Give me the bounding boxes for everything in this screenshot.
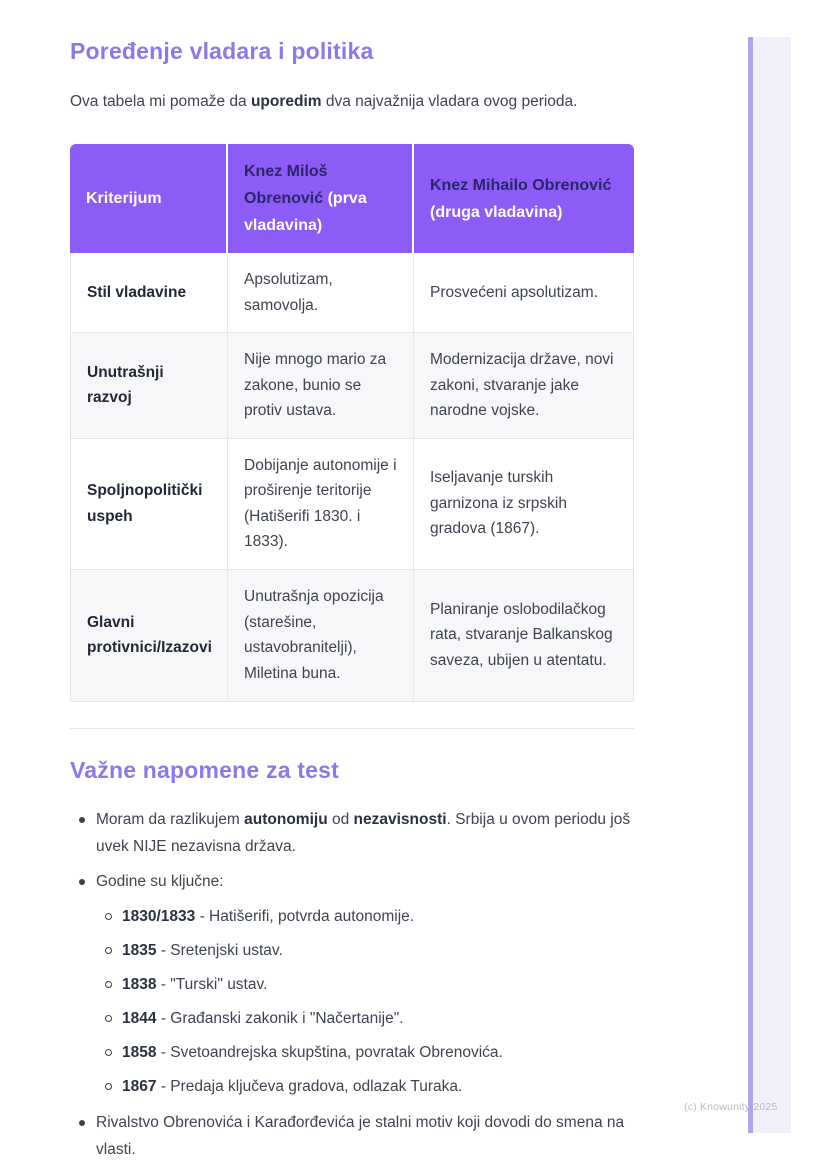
year-bold: 1867 xyxy=(122,1077,157,1095)
bullet-circle-icon xyxy=(105,947,112,954)
right-margin-panel xyxy=(753,37,791,1133)
year-item xyxy=(96,1073,634,1100)
list-item-text: Godine su ključne: xyxy=(96,872,224,890)
bullet-marker xyxy=(96,937,122,964)
table-body xyxy=(70,253,634,702)
header-cell-kriterijum xyxy=(70,144,228,253)
header-mihailo-name: Knez Mihailo Obrenović xyxy=(430,176,612,194)
year-desc: - "Turski" ustav. xyxy=(156,975,268,993)
bullet-circle-icon xyxy=(105,913,112,920)
year-desc: - Sretenjski ustav. xyxy=(156,941,283,959)
bullet-circle-icon xyxy=(105,981,112,988)
comparison-table xyxy=(70,144,634,702)
bullet-marker xyxy=(96,903,122,930)
b1-bold-nezavisnosti: nezavisnosti xyxy=(353,810,447,828)
year-item xyxy=(96,1005,634,1032)
bullet-marker xyxy=(96,1005,122,1032)
mihailo-text: Prosvećeni apsolutizam. xyxy=(430,283,598,301)
mihailo-text: Iseljavanje turskih garnizona iz srpskih gradova (1867). xyxy=(430,469,567,538)
criterion-text: Stil vladavine xyxy=(87,283,187,301)
list-item xyxy=(70,868,634,895)
table-header-row xyxy=(70,144,634,253)
bullet-marker xyxy=(96,1073,122,1100)
year-bold: 1838 xyxy=(122,975,157,993)
copyright-note: (c) Knowunity 2025 xyxy=(684,1101,778,1113)
mihailo-text: Modernizacija države, novi zakoni, stvaranje jake narodne vojske. xyxy=(430,351,614,419)
year-item-text xyxy=(122,1039,634,1066)
document-content xyxy=(70,38,634,1171)
criterion-text: Spoljnopolitički uspeh xyxy=(87,482,203,525)
header-cell-mihailo xyxy=(414,144,634,253)
header-milos-name: Knez Miloš Obrenović xyxy=(244,163,328,207)
section-divider xyxy=(70,728,634,729)
year-desc: - Građanski zakonik i "Načertanije". xyxy=(156,1009,404,1027)
bullet-circle-icon xyxy=(105,1049,112,1056)
year-item xyxy=(96,1039,634,1066)
intro-text-pre: Ova tabela mi pomaže da xyxy=(70,93,251,110)
milos-text: Unutrašnja opozicija (starešine, ustavobranitelji), Miletina buna. xyxy=(244,588,384,682)
milos-text: Dobijanje autonomije i proširenje teritorije (Hatišerifi 1830. i 1833). xyxy=(244,456,397,550)
table-row xyxy=(71,439,634,570)
intro-text-bold: uporedim xyxy=(250,93,322,110)
right-margin-accent-line xyxy=(748,37,753,1133)
header-label-milos xyxy=(244,158,396,239)
bullet-marker xyxy=(96,1039,122,1066)
year-desc: - Predaja ključeva gradova, odlazak Turaka. xyxy=(156,1077,463,1095)
bullet-marker xyxy=(70,1109,96,1163)
milos-text: Apsolutizam, samovolja. xyxy=(244,271,333,314)
header-milos-sub: (prva vladavina) xyxy=(244,190,367,234)
year-item-text xyxy=(122,971,634,998)
b1-post: . Srbija u ovom periodu još uvek NIJE nezavisna država. xyxy=(96,810,631,855)
b1-mid: od xyxy=(327,810,354,828)
section-title-poredjenje: Poređenje vladara i politika xyxy=(70,38,374,64)
bullet-disc-icon xyxy=(79,1120,85,1126)
criterion-cell xyxy=(71,439,228,570)
header-label-kriterijum: Kriterijum xyxy=(86,190,162,207)
year-item-text xyxy=(122,1073,634,1100)
table-row xyxy=(71,253,634,333)
year-item xyxy=(96,937,634,964)
year-item-text xyxy=(122,937,634,964)
header-mihailo-sub: (druga vladavina) xyxy=(430,203,563,221)
years-sublist xyxy=(96,903,634,1100)
notes-list xyxy=(70,806,634,1163)
criterion-text: Glavni protivnici/Izazovi xyxy=(87,613,212,656)
criterion-cell xyxy=(71,253,228,333)
bullet-marker xyxy=(70,868,96,895)
list-item xyxy=(70,806,634,860)
year-desc: - Hatišerifi, potvrda autonomije. xyxy=(195,907,415,925)
year-bold: 1835 xyxy=(122,941,157,959)
milos-cell xyxy=(228,253,414,333)
bullet-disc-icon xyxy=(79,817,85,823)
list-item-text: Rivalstvo Obrenovića i Karađorđevića je stalni motiv koji dovodi do smena na vlasti. xyxy=(96,1113,625,1158)
bullet-circle-icon xyxy=(105,1083,112,1090)
table-row xyxy=(71,333,634,439)
bullet-circle-icon xyxy=(105,1015,112,1022)
year-item xyxy=(96,903,634,930)
milos-cell xyxy=(228,439,414,570)
year-item-text xyxy=(122,903,634,930)
b1-bold-autonomiju: autonomiju xyxy=(244,810,328,828)
header-label-mihailo xyxy=(430,172,618,226)
mihailo-text: Planiranje oslobodilačkog rata, stvaranje Balkanskog saveza, ubijen u atentatu. xyxy=(430,600,613,669)
year-bold: 1844 xyxy=(122,1009,157,1027)
criterion-cell xyxy=(71,570,228,702)
year-item-text xyxy=(122,1005,634,1032)
list-item-text xyxy=(96,806,634,860)
mihailo-cell xyxy=(414,570,634,702)
b1-pre: Moram da razlikujem xyxy=(96,810,245,828)
bullet-marker xyxy=(96,971,122,998)
table-row xyxy=(71,570,634,702)
milos-cell xyxy=(228,570,414,702)
milos-cell xyxy=(228,333,414,439)
mihailo-cell xyxy=(414,439,634,570)
year-bold: 1830/1833 xyxy=(122,907,196,925)
year-item xyxy=(96,971,634,998)
intro-paragraph xyxy=(70,89,634,115)
mihailo-cell xyxy=(414,253,634,333)
year-desc: - Svetoandrejska skupština, povratak Obrenovića. xyxy=(156,1043,503,1061)
bullet-marker xyxy=(70,806,96,860)
header-cell-milos xyxy=(228,144,414,253)
criterion-text: Unutrašnji razvoj xyxy=(87,363,164,407)
section-title-napomene: Važne napomene za test xyxy=(70,756,339,783)
year-bold: 1858 xyxy=(122,1043,157,1061)
milos-text: Nije mnogo mario za zakone, bunio se protiv ustava. xyxy=(244,351,387,419)
list-item xyxy=(70,1109,634,1163)
intro-text-post: dva najvažnija vladara ovog perioda. xyxy=(321,93,578,110)
criterion-cell xyxy=(71,333,228,439)
bullet-disc-icon xyxy=(79,879,85,885)
mihailo-cell xyxy=(414,333,634,439)
